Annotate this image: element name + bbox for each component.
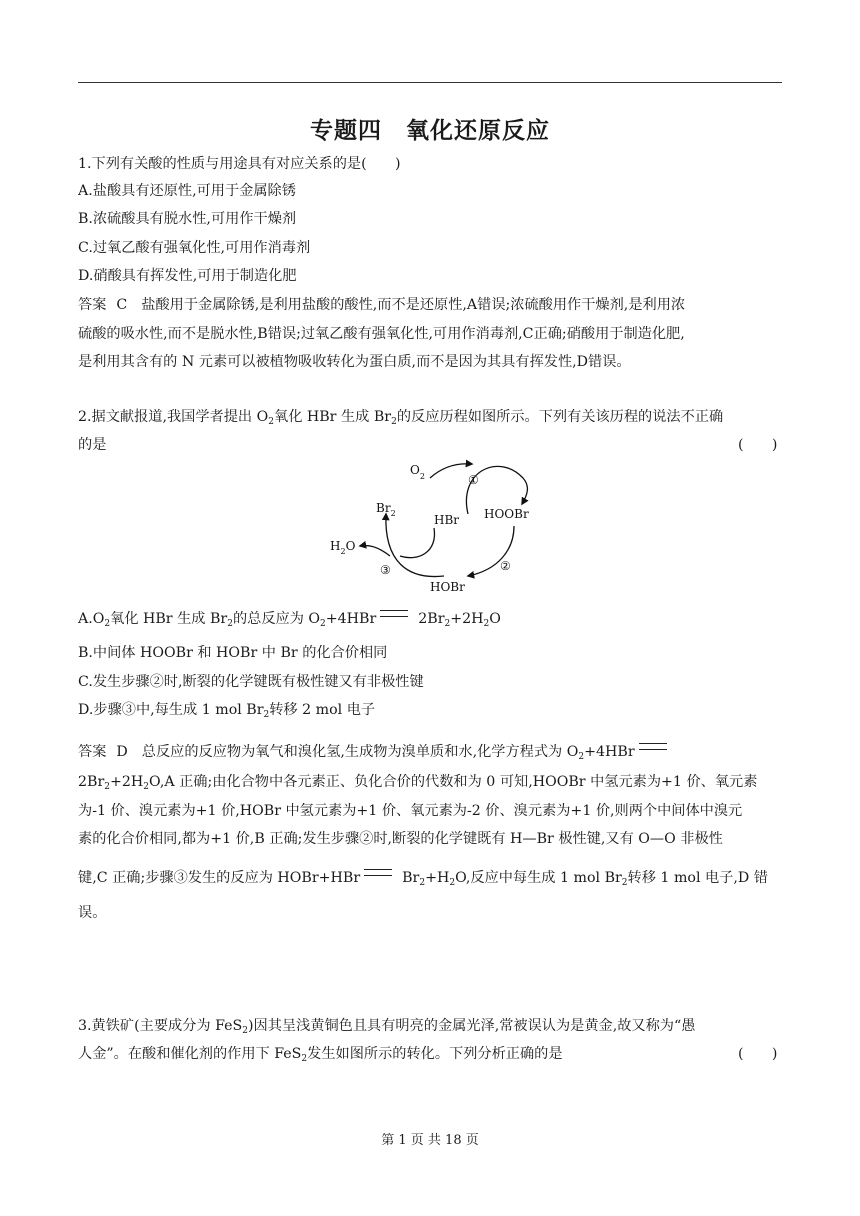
- q1-stem: 1.下列有关酸的性质与用途具有对应关系的是( ): [78, 156, 401, 172]
- label-hoobr: HOOBr: [484, 507, 529, 521]
- q1-explanation-1: 盐酸用于金属除锈,是利用盐酸的酸性,而不是还原性,A错误;浓硫酸用作干燥剂,是利用浓: [141, 297, 686, 313]
- q2-answer-line1: 答案 D 总反应的反应物为氧气和溴化氢,生成物为溴单质和水,化学方程式为 $O_2+4HBr$: [78, 742, 671, 762]
- label-o2: $O_2$: [410, 463, 425, 481]
- answer-label: 答案: [78, 297, 107, 313]
- answer-letter: D: [116, 744, 128, 760]
- header-rule: [78, 82, 782, 83]
- q3-stem-line2: 人金”。在酸和催化剂的作用下 FeS$_2$发生如图所示的转化。下列分析正确的是: [78, 1046, 563, 1064]
- h2o-out-arrow: [360, 545, 390, 556]
- q2-explanation-3: 为-1 价、溴元素为+1 价,HOBr 中氢元素为+1 价、氧元素为-2 价、溴元素为+1 价,则两个中间体中溴元: [78, 803, 743, 819]
- q1-option-a: A.盐酸具有还原性,可用于金属除锈: [78, 183, 296, 199]
- q2-explanation-5: 键,C 正确;步骤③发生的反应为 HOBr+HBr $Br_2+H_2O$,反应中每生成 1 mol $Br_2$转移 1 mol 电子,D 错: [78, 870, 768, 888]
- q1-option-d: D.硝酸具有挥发性,可用于制造化肥: [78, 268, 297, 284]
- label-br2: $Br_2$: [376, 501, 396, 518]
- answer-label: 答案: [78, 744, 107, 760]
- label-h2o: $H_2O$: [330, 539, 356, 556]
- q2-option-a: $A.O_2$氧化 HBr 生成 $Br_2$的总反应为 $O_2+4HBr$ $2Br_2+2H_2O$: [78, 611, 501, 629]
- page-title: 专题四 氧化还原反应: [310, 118, 550, 144]
- page-footer: 第 1 页 共 18 页: [381, 1133, 479, 1148]
- label-hobr: HOBr: [430, 580, 465, 594]
- q1-explanation-3: 是利用其含有的 N 元素可以被植物吸收转化为蛋白质,而不是因为其具有挥发性,D错误。: [78, 354, 631, 370]
- label-step-1: ①: [468, 473, 479, 487]
- q1-option-c: C.过氧乙酸有强氧化性,可用作消毒剂: [78, 240, 311, 256]
- label-step-3: ③: [380, 563, 391, 577]
- q1-option-b: B.浓硫酸具有脱水性,可用作干燥剂: [78, 211, 297, 227]
- q2-explanation-4: 素的化合价相同,都为+1 价,B 正确;发生步骤②时,断裂的化学键既有 H—Br 极性键,又有 O—O 非极性: [78, 831, 723, 847]
- label-step-2: ②: [500, 559, 511, 573]
- q2-stem-line2: 的是: [78, 437, 107, 453]
- q2-answer-paren: ( ): [738, 437, 778, 453]
- q3-answer-paren: ( ): [738, 1046, 778, 1062]
- label-hbr: HBr: [434, 513, 460, 527]
- q2-option-d: D.步骤③中,每生成 1 mol $Br_2$转移 2 mol 电子: [78, 702, 376, 720]
- q3-stem-line1: 3.黄铁矿(主要成分为 FeS$_2$)因其呈浅黄铜色且具有明亮的金属光泽,常被误认为是黄金,故又称为“愚: [78, 1018, 696, 1036]
- q2-explanation-2: $2Br_2+2H_2O,A$ 正确;由化合物中各元素正、负化合价的代数和为 0 可知,HOOBr 中氢元素为+1 价、氧元素: [78, 774, 758, 792]
- equals-sign: [380, 610, 408, 617]
- o2-feed-arrow: [430, 464, 472, 478]
- q2-option-b: B.中间体 HOOBr 和 HOBr 中 Br 的化合价相同: [78, 645, 388, 661]
- q2-explanation-6: 误。: [78, 905, 107, 921]
- q1-explanation-2: 硫酸的吸水性,而不是脱水性,B错误;过氧乙酸有强氧化性,可用作消毒剂,C正确;硝酸用于制造化肥,: [78, 326, 685, 342]
- equals-sign: [639, 743, 667, 750]
- hbr-feed-arrow: [400, 528, 435, 558]
- equals-sign: [364, 869, 392, 876]
- answer-letter: C: [116, 297, 128, 313]
- q2-option-c: C.发生步骤②时,断裂的化学键既有极性键又有非极性键: [78, 674, 424, 690]
- q1-answer-line1: [78, 295, 685, 315]
- q2-stem-line1: 2.据文献报道,我国学者提出 $O_2$氧化 HBr 生成 $Br_2$的反应历程如图所示。下列有关该历程的说法不正确: [78, 409, 724, 427]
- reaction-cycle-diagram: [318, 452, 538, 600]
